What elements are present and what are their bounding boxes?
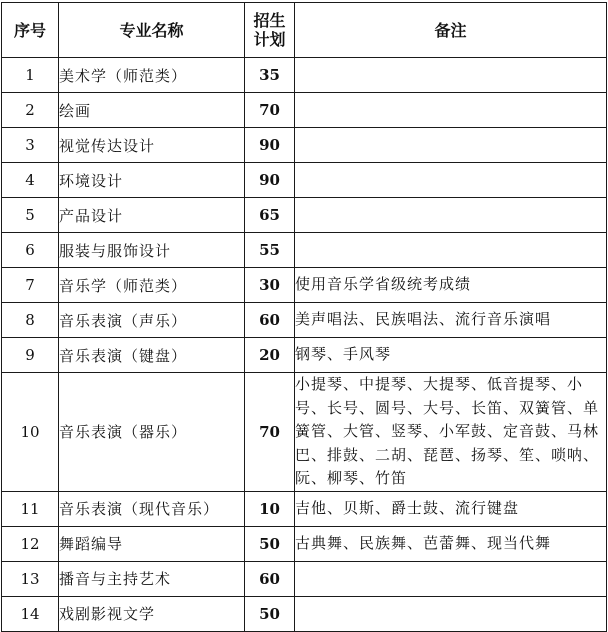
row-major: 戏剧影视文学 [59, 596, 245, 631]
row-major: 产品设计 [59, 198, 245, 233]
table-row [2, 491, 607, 526]
table-row [2, 338, 607, 373]
row-remark: 钢琴、手风琴 [295, 338, 607, 373]
row-quota: 60 [245, 561, 295, 596]
table-row [2, 268, 607, 303]
table-row [2, 198, 607, 233]
row-major: 音乐表演（声乐） [59, 303, 245, 338]
row-major: 音乐表演（键盘） [59, 338, 245, 373]
table-row [2, 128, 607, 163]
row-remark: 古典舞、民族舞、芭蕾舞、现当代舞 [295, 526, 607, 561]
header-quota-line1: 招生 [253, 11, 286, 30]
row-index: 2 [2, 93, 59, 128]
row-remark [295, 58, 607, 93]
row-major: 舞蹈编导 [59, 526, 245, 561]
row-remark [295, 596, 607, 631]
row-quota: 70 [245, 373, 295, 492]
row-remark [295, 163, 607, 198]
row-major: 音乐学（师范类） [59, 268, 245, 303]
row-major: 音乐表演（现代音乐） [59, 491, 245, 526]
row-quota: 60 [245, 303, 295, 338]
row-major: 视觉传达设计 [59, 128, 245, 163]
row-major: 音乐表演（器乐） [59, 373, 245, 492]
row-index: 7 [2, 268, 59, 303]
row-index: 1 [2, 58, 59, 93]
row-index: 3 [2, 128, 59, 163]
row-index: 13 [2, 561, 59, 596]
row-remark [295, 198, 607, 233]
row-quota: 90 [245, 128, 295, 163]
table-header-row [2, 3, 607, 58]
header-remark: 备注 [295, 3, 607, 58]
row-quota: 65 [245, 198, 295, 233]
row-remark: 美声唱法、民族唱法、流行音乐演唱 [295, 303, 607, 338]
row-quota: 55 [245, 233, 295, 268]
row-quota: 20 [245, 338, 295, 373]
row-quota: 90 [245, 163, 295, 198]
enrollment-plan-table [1, 2, 607, 632]
row-index: 6 [2, 233, 59, 268]
table-row [2, 373, 607, 492]
row-remark: 使用音乐学省级统考成绩 [295, 268, 607, 303]
row-index: 12 [2, 526, 59, 561]
row-major: 环境设计 [59, 163, 245, 198]
row-major: 绘画 [59, 93, 245, 128]
table-row [2, 233, 607, 268]
row-quota: 50 [245, 526, 295, 561]
row-index: 4 [2, 163, 59, 198]
table-row [2, 561, 607, 596]
table-row [2, 596, 607, 631]
row-quota: 30 [245, 268, 295, 303]
row-remark [295, 128, 607, 163]
row-index: 14 [2, 596, 59, 631]
row-remark: 小提琴、中提琴、大提琴、低音提琴、小号、长号、圆号、大号、长笛、双簧管、单簧管、大管、竖琴、小军鼓、定音鼓、马林巴、排鼓、二胡、琵琶、扬琴、笙、唢呐、阮、柳琴、竹笛 [295, 373, 607, 492]
table-row [2, 58, 607, 93]
table-row [2, 526, 607, 561]
table-row [2, 303, 607, 338]
row-index: 11 [2, 491, 59, 526]
table-row [2, 163, 607, 198]
row-major: 播音与主持艺术 [59, 561, 245, 596]
row-quota: 70 [245, 93, 295, 128]
row-quota: 50 [245, 596, 295, 631]
row-quota: 10 [245, 491, 295, 526]
row-remark: 吉他、贝斯、爵士鼓、流行键盘 [295, 491, 607, 526]
row-index: 5 [2, 198, 59, 233]
row-remark [295, 93, 607, 128]
row-remark [295, 561, 607, 596]
header-major: 专业名称 [59, 3, 245, 58]
row-major: 服装与服饰设计 [59, 233, 245, 268]
table-row [2, 93, 607, 128]
row-remark [295, 233, 607, 268]
row-major: 美术学（师范类） [59, 58, 245, 93]
row-index: 10 [2, 373, 59, 492]
header-index: 序号 [2, 3, 59, 58]
row-quota: 35 [245, 58, 295, 93]
header-quota [245, 3, 295, 58]
header-quota-line2: 计划 [253, 30, 286, 49]
row-index: 9 [2, 338, 59, 373]
row-index: 8 [2, 303, 59, 338]
